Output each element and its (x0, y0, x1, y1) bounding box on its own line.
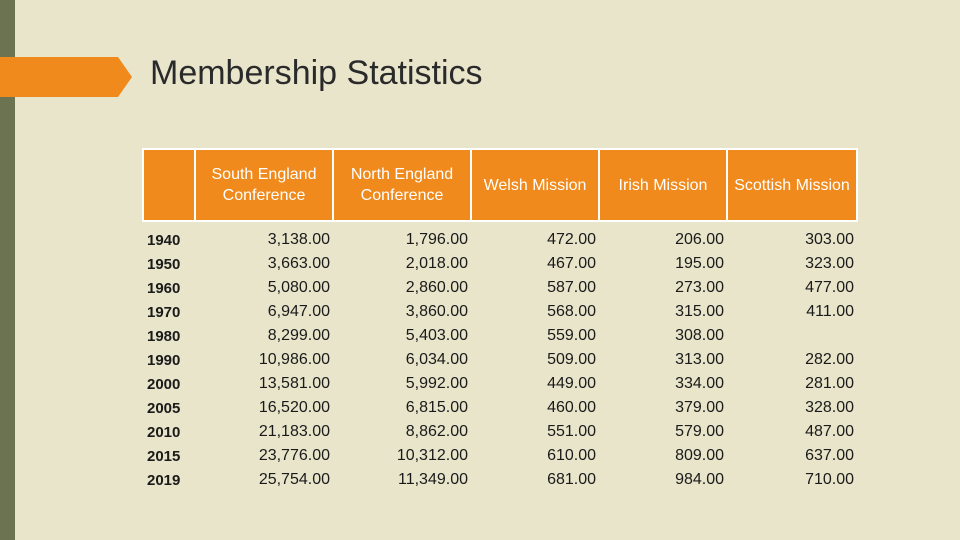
year-cell: 1970 (147, 303, 181, 321)
value-cell: 303.00 (805, 231, 854, 248)
value-cell: 487.00 (805, 423, 854, 440)
value-cell: 477.00 (805, 279, 854, 296)
table-row (143, 468, 857, 492)
table-row (143, 252, 857, 276)
table-row (143, 276, 857, 300)
value-cell: 681.00 (547, 471, 596, 488)
value-cell: 206.00 (675, 231, 724, 248)
year-cell: 1990 (147, 351, 181, 369)
table-row (143, 324, 857, 348)
table-row (143, 348, 857, 372)
table-header (143, 149, 857, 221)
value-cell: 809.00 (675, 447, 724, 464)
value-cell: 5,080.00 (267, 279, 330, 296)
value-cell: 313.00 (675, 351, 724, 368)
value-cell: 1,796.00 (405, 231, 468, 248)
value-cell: 3,860.00 (405, 303, 468, 320)
value-cell: 5,992.00 (405, 375, 468, 392)
value-cell: 8,862.00 (405, 423, 468, 440)
value-cell: 467.00 (547, 255, 596, 272)
value-cell: 273.00 (675, 279, 724, 296)
table-row (143, 221, 857, 252)
value-cell: 579.00 (675, 423, 724, 440)
value-cell: 6,034.00 (405, 351, 468, 368)
value-cell: 6,815.00 (405, 399, 468, 416)
year-cell: 1950 (147, 255, 181, 273)
table-body (143, 221, 857, 492)
table-row (143, 396, 857, 420)
value-cell: 551.00 (547, 423, 596, 440)
header-cell: Welsh Mission (471, 149, 599, 221)
year-cell: 2019 (147, 471, 181, 489)
table-row (143, 444, 857, 468)
year-cell: 1940 (147, 231, 181, 249)
value-cell: 25,754.00 (258, 471, 330, 488)
slide-title: Membership Statistics (150, 54, 483, 92)
table-row (143, 420, 857, 444)
year-cell: 2015 (147, 447, 181, 465)
value-cell: 195.00 (675, 255, 724, 272)
header-cell: North England Conference (333, 149, 471, 221)
title-accent-arrow (0, 57, 132, 97)
value-cell (727, 324, 857, 348)
value-cell: 3,663.00 (267, 255, 330, 272)
value-cell: 281.00 (805, 375, 854, 392)
value-cell: 6,947.00 (267, 303, 330, 320)
value-cell: 308.00 (675, 327, 724, 344)
value-cell: 984.00 (675, 471, 724, 488)
membership-table (142, 148, 858, 492)
year-cell: 1980 (147, 327, 181, 345)
value-cell: 2,860.00 (405, 279, 468, 296)
value-cell: 315.00 (675, 303, 724, 320)
value-cell: 509.00 (547, 351, 596, 368)
value-cell: 449.00 (547, 375, 596, 392)
header-cell-blank (143, 149, 195, 221)
value-cell: 328.00 (805, 399, 854, 416)
value-cell: 11,349.00 (398, 471, 468, 488)
value-cell: 472.00 (547, 231, 596, 248)
value-cell: 282.00 (805, 351, 854, 368)
value-cell: 379.00 (675, 399, 724, 416)
value-cell: 610.00 (547, 447, 596, 464)
table-row (143, 300, 857, 324)
value-cell: 3,138.00 (267, 231, 330, 248)
value-cell: 2,018.00 (405, 255, 468, 272)
year-cell: 2005 (147, 399, 181, 417)
year-cell: 1960 (147, 279, 181, 297)
value-cell: 460.00 (547, 399, 596, 416)
value-cell: 334.00 (675, 375, 724, 392)
value-cell: 5,403.00 (405, 327, 468, 344)
value-cell: 8,299.00 (267, 327, 330, 344)
value-cell: 411.00 (806, 303, 854, 320)
year-cell: 2000 (147, 375, 181, 393)
value-cell: 23,776.00 (258, 447, 330, 464)
value-cell: 637.00 (805, 447, 854, 464)
value-cell: 13,581.00 (258, 375, 330, 392)
value-cell: 559.00 (547, 327, 596, 344)
header-cell: Irish Mission (599, 149, 727, 221)
value-cell: 568.00 (547, 303, 596, 320)
header-row (143, 149, 857, 221)
header-cell: South England Conference (195, 149, 333, 221)
table-row (143, 372, 857, 396)
value-cell: 10,986.00 (258, 351, 330, 368)
value-cell: 16,520.00 (258, 399, 330, 416)
value-cell: 21,183.00 (258, 423, 330, 440)
header-cell: Scottish Mission (727, 149, 857, 221)
value-cell: 323.00 (805, 255, 854, 272)
value-cell: 587.00 (547, 279, 596, 296)
value-cell: 10,312.00 (396, 447, 468, 464)
value-cell: 710.00 (805, 471, 854, 488)
year-cell: 2010 (147, 423, 181, 441)
